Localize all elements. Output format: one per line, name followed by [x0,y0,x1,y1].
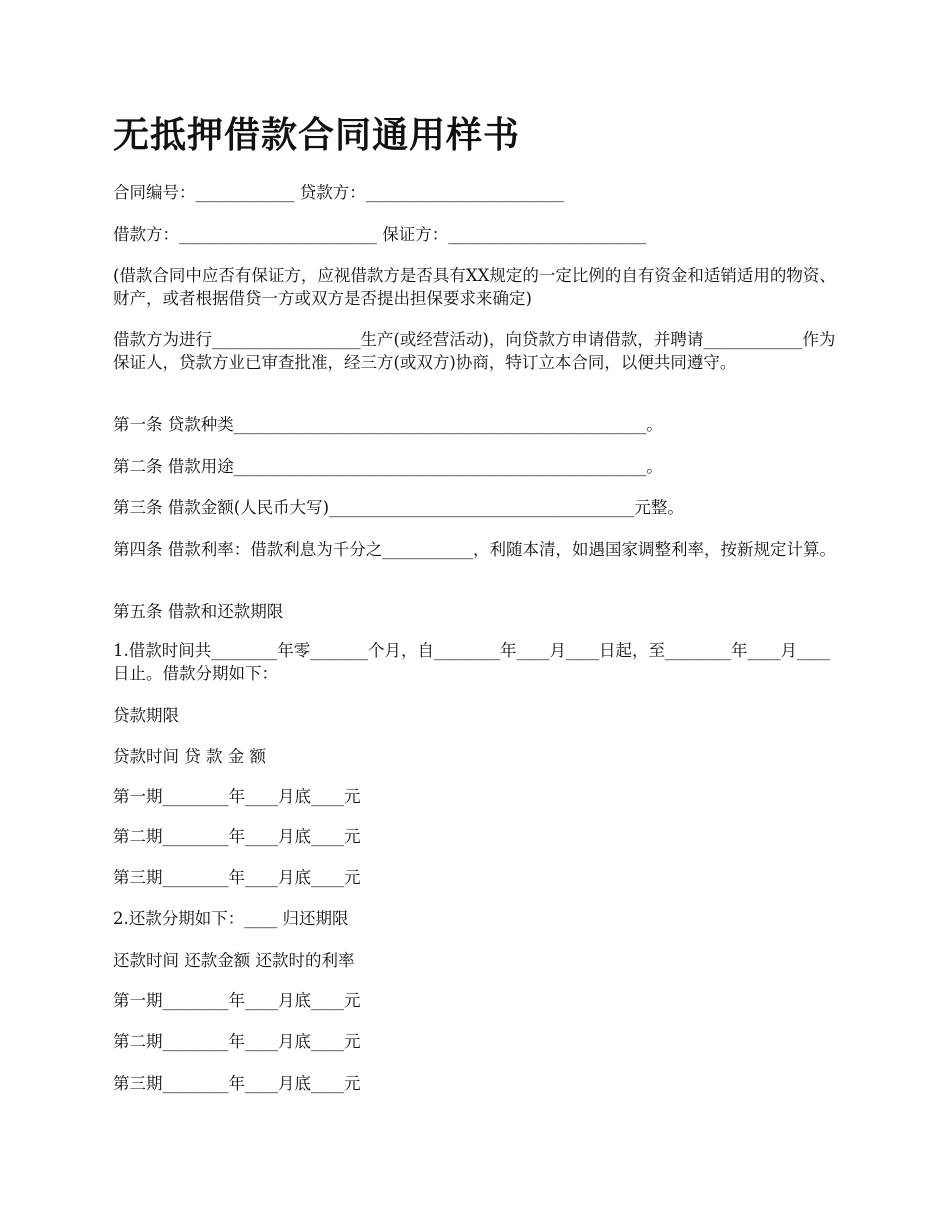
loan-installment-3: 第三期________年____月底____元 [113,868,361,887]
article-2-loan-purpose: 第二条 借款用途__________________________________________________。 [113,457,663,476]
loan-table-header: 贷款时间 贷 款 金 额 [113,747,266,766]
repayment-installment-3: 第三期________年____月底____元 [113,1074,361,1093]
repayment-installment-1: 第一期________年____月底____元 [113,991,361,1010]
preamble-paragraph: 借款方为进行__________________生产(或经营活动)，向贷款方申请借款，并聘请____________作为保证人，贷款方业已审查批准，经三方(或双方)协商，特订立本合同，以便共同遵守。 [113,330,836,372]
contract-number-lender-line: 合同编号：____________ 贷款方：________________________ [113,183,564,202]
article-3-loan-amount: 第三条 借款金额(人民币大写)_____________________________________元整。 [113,498,684,517]
loan-installment-1: 第一期________年____月底____元 [113,787,361,806]
guarantor-note-paragraph: (借款合同中应否有保证方，应视借款方是否具有XX规定的一定比例的自有资金和适销适用的物资、财产，或者根据借贷一方或双方是否提出担保要求来确定) [113,266,836,308]
article-4-interest-rate: 第四条 借款利率：借款利息为千分之___________，利随本清，如遇国家调整利率，按新规定计算。 [113,540,836,559]
repayment-table-header: 还款时间 还款金额 还款时的利率 [113,951,355,970]
repayment-installment-2: 第二期________年____月底____元 [113,1032,361,1051]
repayment-heading: 2.还款分期如下：____ 归还期限 [113,909,349,928]
article-5-heading: 第五条 借款和还款期限 [113,602,284,621]
loan-installment-2: 第二期________年____月底____元 [113,827,361,846]
loan-period-label: 贷款期限 [113,706,179,725]
borrower-guarantor-line: 借款方：________________________ 保证方：________________________ [113,225,647,244]
article-1-loan-type: 第一条 贷款种类__________________________________________________。 [113,415,663,434]
document-title: 无抵押借款合同通用样书 [113,115,521,156]
borrowing-period-paragraph: 1.借款时间共________年零_______个月，自________年____月____日起，至________年____月____日止。借款分期如下： [113,641,830,683]
